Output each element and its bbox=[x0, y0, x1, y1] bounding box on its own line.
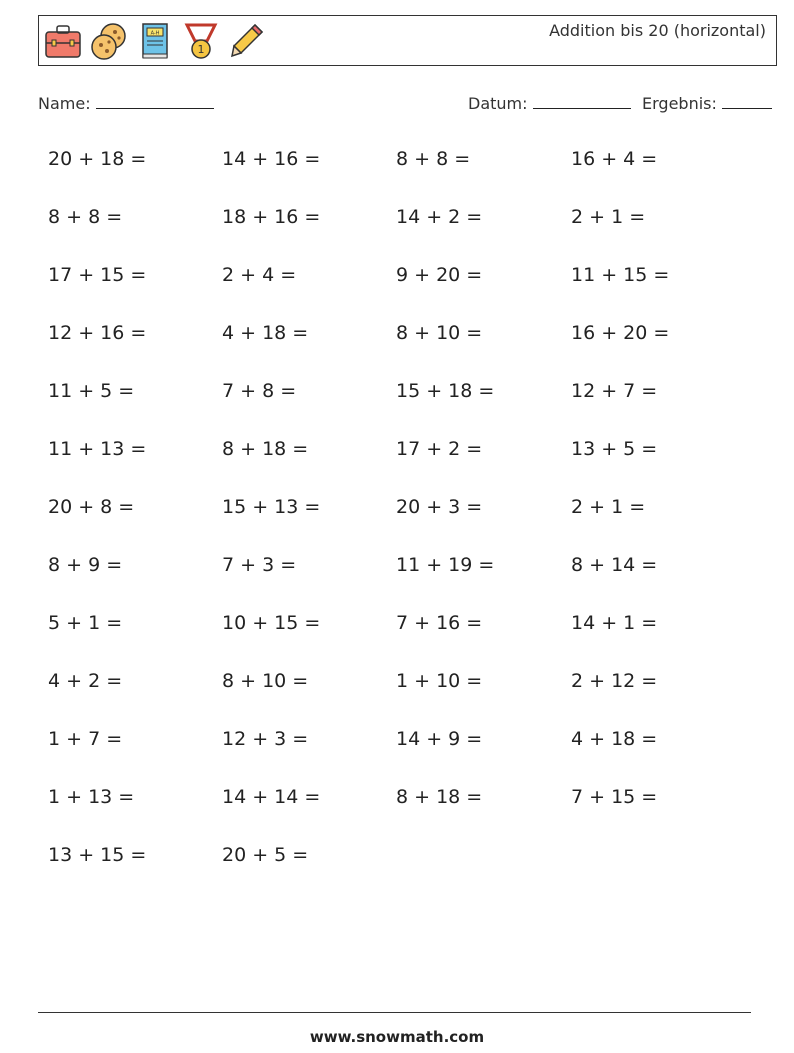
book-icon bbox=[135, 21, 175, 61]
problem-item: 17 + 2 = bbox=[396, 438, 483, 460]
footer-divider bbox=[38, 1012, 751, 1013]
problem-item: 13 + 15 = bbox=[48, 844, 147, 866]
problem-item: 14 + 1 = bbox=[571, 612, 658, 634]
problem-item: 12 + 7 = bbox=[571, 380, 658, 402]
problem-item: 8 + 8 = bbox=[48, 206, 123, 228]
name-label: Name: bbox=[38, 94, 91, 113]
date-line[interactable] bbox=[533, 94, 631, 109]
problem-item: 11 + 13 = bbox=[48, 438, 147, 460]
name-line[interactable] bbox=[96, 94, 214, 109]
medal-icon bbox=[181, 21, 221, 61]
problem-item: 7 + 3 = bbox=[222, 554, 297, 576]
problem-item: 8 + 10 = bbox=[396, 322, 483, 344]
problem-item: 12 + 16 = bbox=[48, 322, 147, 344]
name-field bbox=[38, 94, 214, 113]
problem-item: 5 + 1 = bbox=[48, 612, 123, 634]
problem-item: 20 + 5 = bbox=[222, 844, 309, 866]
result-label: Ergebnis: bbox=[642, 94, 717, 113]
problem-item: 2 + 1 = bbox=[571, 206, 646, 228]
problem-item: 2 + 1 = bbox=[571, 496, 646, 518]
header-icons bbox=[43, 21, 267, 61]
problem-item: 4 + 2 = bbox=[48, 670, 123, 692]
problem-item: 1 + 10 = bbox=[396, 670, 483, 692]
problem-item: 8 + 10 = bbox=[222, 670, 309, 692]
date-label: Datum: bbox=[468, 94, 528, 113]
problem-item: 20 + 3 = bbox=[396, 496, 483, 518]
problem-item: 8 + 8 = bbox=[396, 148, 471, 170]
worksheet-title: Addition bis 20 (horizontal) bbox=[549, 21, 766, 40]
problem-item: 8 + 18 = bbox=[396, 786, 483, 808]
medal-label: 1 bbox=[197, 43, 205, 56]
result-line[interactable] bbox=[722, 94, 772, 109]
problem-item: 20 + 8 = bbox=[48, 496, 135, 518]
problem-item: 14 + 2 = bbox=[396, 206, 483, 228]
problem-item: 18 + 16 = bbox=[222, 206, 321, 228]
date-field bbox=[468, 94, 631, 113]
problem-item: 14 + 16 = bbox=[222, 148, 321, 170]
footer-url: www.snowmath.com bbox=[309, 1028, 485, 1046]
result-field bbox=[642, 94, 772, 113]
problem-item: 4 + 18 = bbox=[222, 322, 309, 344]
cookie-icon bbox=[89, 21, 129, 61]
problem-item: 1 + 13 = bbox=[48, 786, 135, 808]
pencil-icon bbox=[227, 21, 267, 61]
problem-item: 13 + 5 = bbox=[571, 438, 658, 460]
problem-item: 14 + 9 = bbox=[396, 728, 483, 750]
problem-item: 20 + 18 = bbox=[48, 148, 147, 170]
problem-item: 17 + 15 = bbox=[48, 264, 147, 286]
problem-item: 7 + 15 = bbox=[571, 786, 658, 808]
problem-item: 8 + 18 = bbox=[222, 438, 309, 460]
problem-item: 11 + 5 = bbox=[48, 380, 135, 402]
problem-item: 4 + 18 = bbox=[571, 728, 658, 750]
problem-item: 9 + 20 = bbox=[396, 264, 483, 286]
problem-item: 14 + 14 = bbox=[222, 786, 321, 808]
problem-item: 15 + 13 = bbox=[222, 496, 321, 518]
problem-item: 16 + 20 = bbox=[571, 322, 670, 344]
book-label: A-H bbox=[150, 30, 160, 37]
briefcase-icon bbox=[43, 21, 83, 61]
problem-item: 11 + 19 = bbox=[396, 554, 495, 576]
problem-item: 8 + 14 = bbox=[571, 554, 658, 576]
problem-item: 10 + 15 = bbox=[222, 612, 321, 634]
problem-item: 15 + 18 = bbox=[396, 380, 495, 402]
problem-item: 1 + 7 = bbox=[48, 728, 123, 750]
problem-item: 7 + 16 = bbox=[396, 612, 483, 634]
problem-item: 12 + 3 = bbox=[222, 728, 309, 750]
problem-item: 8 + 9 = bbox=[48, 554, 123, 576]
worksheet-header bbox=[38, 15, 777, 66]
problem-item: 2 + 4 = bbox=[222, 264, 297, 286]
problem-item: 2 + 12 = bbox=[571, 670, 658, 692]
problem-item: 16 + 4 = bbox=[571, 148, 658, 170]
problem-item: 7 + 8 = bbox=[222, 380, 297, 402]
problem-item: 11 + 15 = bbox=[571, 264, 670, 286]
